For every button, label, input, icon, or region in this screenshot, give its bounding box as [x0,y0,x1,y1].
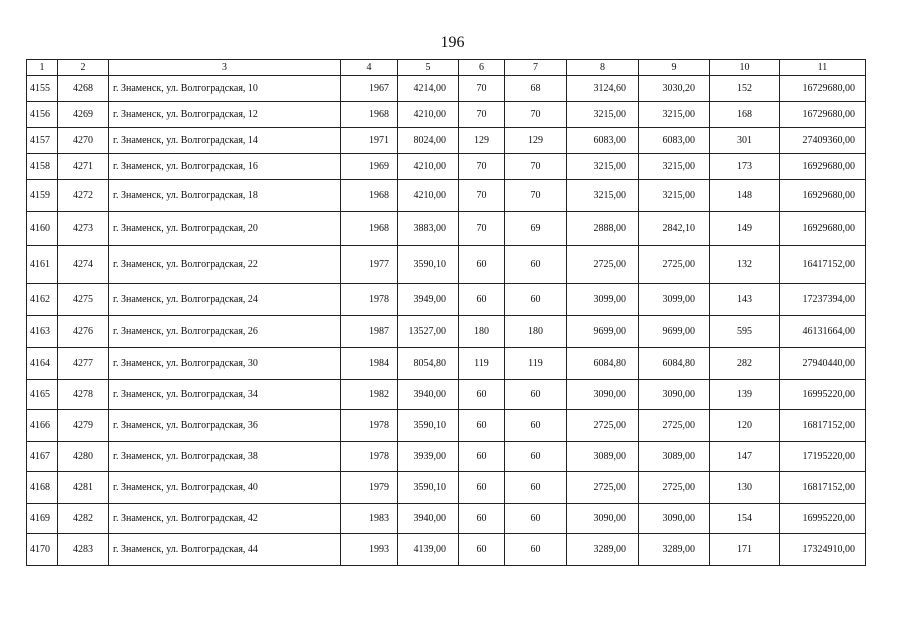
table-cell: 3940,00 [398,504,459,534]
table-cell: 16995220,00 [780,380,866,410]
table-cell: 4277 [58,348,109,380]
table-cell: 147 [710,442,780,472]
table-cell: 60 [505,442,567,472]
table-cell: 3590,10 [398,410,459,442]
table-cell: 4158 [27,154,58,180]
table-cell: 60 [459,246,505,284]
table-cell: г. Знаменск, ул. Волгоградская, 44 [109,534,341,566]
page-number: 196 [440,34,465,51]
table-cell: 4280 [58,442,109,472]
column-header: 1 [27,60,58,76]
table-cell: 16929680,00 [780,154,866,180]
table-cell: 27940440,00 [780,348,866,380]
table-row [27,380,866,410]
table-row [27,442,866,472]
table-cell: 1978 [341,284,398,316]
table-row [27,180,866,212]
table-cell: 60 [459,534,505,566]
table-cell: 4279 [58,410,109,442]
table-row [27,472,866,504]
table-cell: 60 [505,534,567,566]
table-cell: 129 [505,128,567,154]
housing-register-table [26,59,866,566]
table-cell: 1982 [341,380,398,410]
table-cell: 149 [710,212,780,246]
table-cell: 4278 [58,380,109,410]
table-cell: 60 [459,442,505,472]
table-cell: 4214,00 [398,76,459,102]
table-cell: 3030,20 [639,76,710,102]
table-row [27,410,866,442]
table-row [27,102,866,128]
table-cell: 4160 [27,212,58,246]
table-cell: 3215,00 [567,180,639,212]
table-cell: 70 [459,180,505,212]
table-cell: 60 [505,410,567,442]
table-cell: 173 [710,154,780,180]
table-cell: 1967 [341,76,398,102]
table-cell: 16929680,00 [780,180,866,212]
table-cell: 4168 [27,472,58,504]
table-cell: 70 [505,154,567,180]
table-cell: 4281 [58,472,109,504]
table-cell: 17237394,00 [780,284,866,316]
column-header: 3 [109,60,341,76]
table-cell: 13527,00 [398,316,459,348]
table-cell: 4276 [58,316,109,348]
table-cell: г. Знаменск, ул. Волгоградская, 16 [109,154,341,180]
table-cell: 60 [459,504,505,534]
table-cell: 2725,00 [567,472,639,504]
table-cell: 4274 [58,246,109,284]
table-cell: 180 [459,316,505,348]
table-row [27,212,866,246]
table-cell: г. Знаменск, ул. Волгоградская, 18 [109,180,341,212]
table-cell: 3099,00 [567,284,639,316]
table-cell: 3090,00 [567,380,639,410]
table-cell: 4210,00 [398,102,459,128]
table-cell: 4272 [58,180,109,212]
table-cell: 4166 [27,410,58,442]
table-cell: 70 [459,76,505,102]
table-row [27,76,866,102]
column-header: 8 [567,60,639,76]
table-cell: 70 [459,102,505,128]
table-cell: 4139,00 [398,534,459,566]
table-cell: 69 [505,212,567,246]
table-cell: 70 [459,212,505,246]
table-cell: 3215,00 [639,102,710,128]
column-header: 11 [780,60,866,76]
table-cell: г. Знаменск, ул. Волгоградская, 12 [109,102,341,128]
table-cell: 4282 [58,504,109,534]
table-cell: 9699,00 [567,316,639,348]
table-cell: 1979 [341,472,398,504]
table-cell: 60 [505,504,567,534]
column-header: 7 [505,60,567,76]
table-cell: 3215,00 [639,180,710,212]
table-row [27,246,866,284]
table-cell: 129 [459,128,505,154]
table-cell: 2842,10 [639,212,710,246]
table-cell: 16729680,00 [780,102,866,128]
table-cell: 132 [710,246,780,284]
table-cell: 301 [710,128,780,154]
table-cell: 4210,00 [398,180,459,212]
table-cell: 3883,00 [398,212,459,246]
table-cell: 4275 [58,284,109,316]
table-cell: 139 [710,380,780,410]
table-cell: 152 [710,76,780,102]
table-cell: 1971 [341,128,398,154]
table-cell: 6084,80 [639,348,710,380]
table-cell: 1993 [341,534,398,566]
table-cell: 16729680,00 [780,76,866,102]
table-cell: 148 [710,180,780,212]
table-cell: 4155 [27,76,58,102]
table-cell: 4165 [27,380,58,410]
table-cell: 3090,00 [639,380,710,410]
table-cell: 3289,00 [639,534,710,566]
table-cell: г. Знаменск, ул. Волгоградская, 38 [109,442,341,472]
table-cell: 6083,00 [567,128,639,154]
table-cell: 70 [505,102,567,128]
column-header: 6 [459,60,505,76]
table-cell: 46131664,00 [780,316,866,348]
table-cell: 70 [459,154,505,180]
table-cell: 4271 [58,154,109,180]
table-cell: 6084,80 [567,348,639,380]
table-cell: 1978 [341,442,398,472]
table-cell: 4167 [27,442,58,472]
table-cell: 4283 [58,534,109,566]
table-cell: 3099,00 [639,284,710,316]
table-cell: 4273 [58,212,109,246]
table-cell: 60 [459,284,505,316]
table-cell: 3090,00 [567,504,639,534]
table-row [27,154,866,180]
table-cell: 119 [505,348,567,380]
table-cell: 1987 [341,316,398,348]
column-header: 10 [710,60,780,76]
table-cell: 8024,00 [398,128,459,154]
table-cell: 171 [710,534,780,566]
table-cell: г. Знаменск, ул. Волгоградская, 30 [109,348,341,380]
table-cell: 119 [459,348,505,380]
table-cell: г. Знаменск, ул. Волгоградская, 10 [109,76,341,102]
table-cell: г. Знаменск, ул. Волгоградская, 40 [109,472,341,504]
table-cell: 60 [505,472,567,504]
table-cell: 4270 [58,128,109,154]
table-cell: 3124,60 [567,76,639,102]
table-cell: г. Знаменск, ул. Волгоградская, 22 [109,246,341,284]
table-cell: 1968 [341,180,398,212]
table-cell: 60 [505,284,567,316]
table-cell: 282 [710,348,780,380]
table-cell: 4268 [58,76,109,102]
table-cell: 130 [710,472,780,504]
table-cell: 3089,00 [567,442,639,472]
table-cell: 168 [710,102,780,128]
table-row [27,504,866,534]
table-cell: 4169 [27,504,58,534]
table-cell: 27409360,00 [780,128,866,154]
table-cell: 4210,00 [398,154,459,180]
column-header: 5 [398,60,459,76]
table-cell: 4162 [27,284,58,316]
table-cell: 68 [505,76,567,102]
column-header: 9 [639,60,710,76]
table-cell: 3590,10 [398,246,459,284]
table-cell: 2725,00 [639,472,710,504]
table-cell: 2725,00 [639,246,710,284]
table-cell: 60 [505,246,567,284]
table-row [27,128,866,154]
table-cell: г. Знаменск, ул. Волгоградская, 36 [109,410,341,442]
table-row [27,316,866,348]
table-cell: 154 [710,504,780,534]
column-number-header-row [27,60,866,76]
table-cell: 3940,00 [398,380,459,410]
table-cell: 4163 [27,316,58,348]
table-cell: г. Знаменск, ул. Волгоградская, 26 [109,316,341,348]
table-cell: 16929680,00 [780,212,866,246]
table-cell: 17324910,00 [780,534,866,566]
table-cell: 70 [505,180,567,212]
table-cell: 3090,00 [639,504,710,534]
table-cell: 1977 [341,246,398,284]
column-header: 2 [58,60,109,76]
table-cell: 1969 [341,154,398,180]
column-header: 4 [341,60,398,76]
table-cell: г. Знаменск, ул. Волгоградская, 24 [109,284,341,316]
table-cell: 4170 [27,534,58,566]
table-cell: г. Знаменск, ул. Волгоградская, 20 [109,212,341,246]
table-cell: 60 [505,380,567,410]
table-row [27,348,866,380]
table-cell: 3949,00 [398,284,459,316]
table-cell: 4269 [58,102,109,128]
table-cell: 60 [459,410,505,442]
table-cell: 6083,00 [639,128,710,154]
table-cell: 2725,00 [567,410,639,442]
table-cell: 2725,00 [639,410,710,442]
table-cell: 180 [505,316,567,348]
table-cell: 1983 [341,504,398,534]
table-cell: 16817152,00 [780,472,866,504]
table-cell: 3939,00 [398,442,459,472]
table-cell: 4161 [27,246,58,284]
table-cell: 1968 [341,102,398,128]
table-cell: г. Знаменск, ул. Волгоградская, 14 [109,128,341,154]
table-cell: 143 [710,284,780,316]
table-row [27,534,866,566]
table-cell: 9699,00 [639,316,710,348]
table-cell: 60 [459,380,505,410]
table-cell: г. Знаменск, ул. Волгоградская, 34 [109,380,341,410]
table-cell: 60 [459,472,505,504]
table-cell: 3590,10 [398,472,459,504]
table-row [27,284,866,316]
table-cell: г. Знаменск, ул. Волгоградская, 42 [109,504,341,534]
table-cell: 16417152,00 [780,246,866,284]
table-cell: 4156 [27,102,58,128]
table-cell: 595 [710,316,780,348]
table-cell: 1978 [341,410,398,442]
table-cell: 2888,00 [567,212,639,246]
table-cell: 4164 [27,348,58,380]
table-cell: 8054,80 [398,348,459,380]
table-cell: 16995220,00 [780,504,866,534]
table-cell: 4159 [27,180,58,212]
table-cell: 3215,00 [639,154,710,180]
table-cell: 4157 [27,128,58,154]
table-cell: 3215,00 [567,154,639,180]
table-cell: 2725,00 [567,246,639,284]
table-cell: 1984 [341,348,398,380]
table-cell: 120 [710,410,780,442]
table-cell: 3289,00 [567,534,639,566]
table-cell: 3215,00 [567,102,639,128]
table-cell: 17195220,00 [780,442,866,472]
table-cell: 1968 [341,212,398,246]
table-cell: 16817152,00 [780,410,866,442]
table-cell: 3089,00 [639,442,710,472]
